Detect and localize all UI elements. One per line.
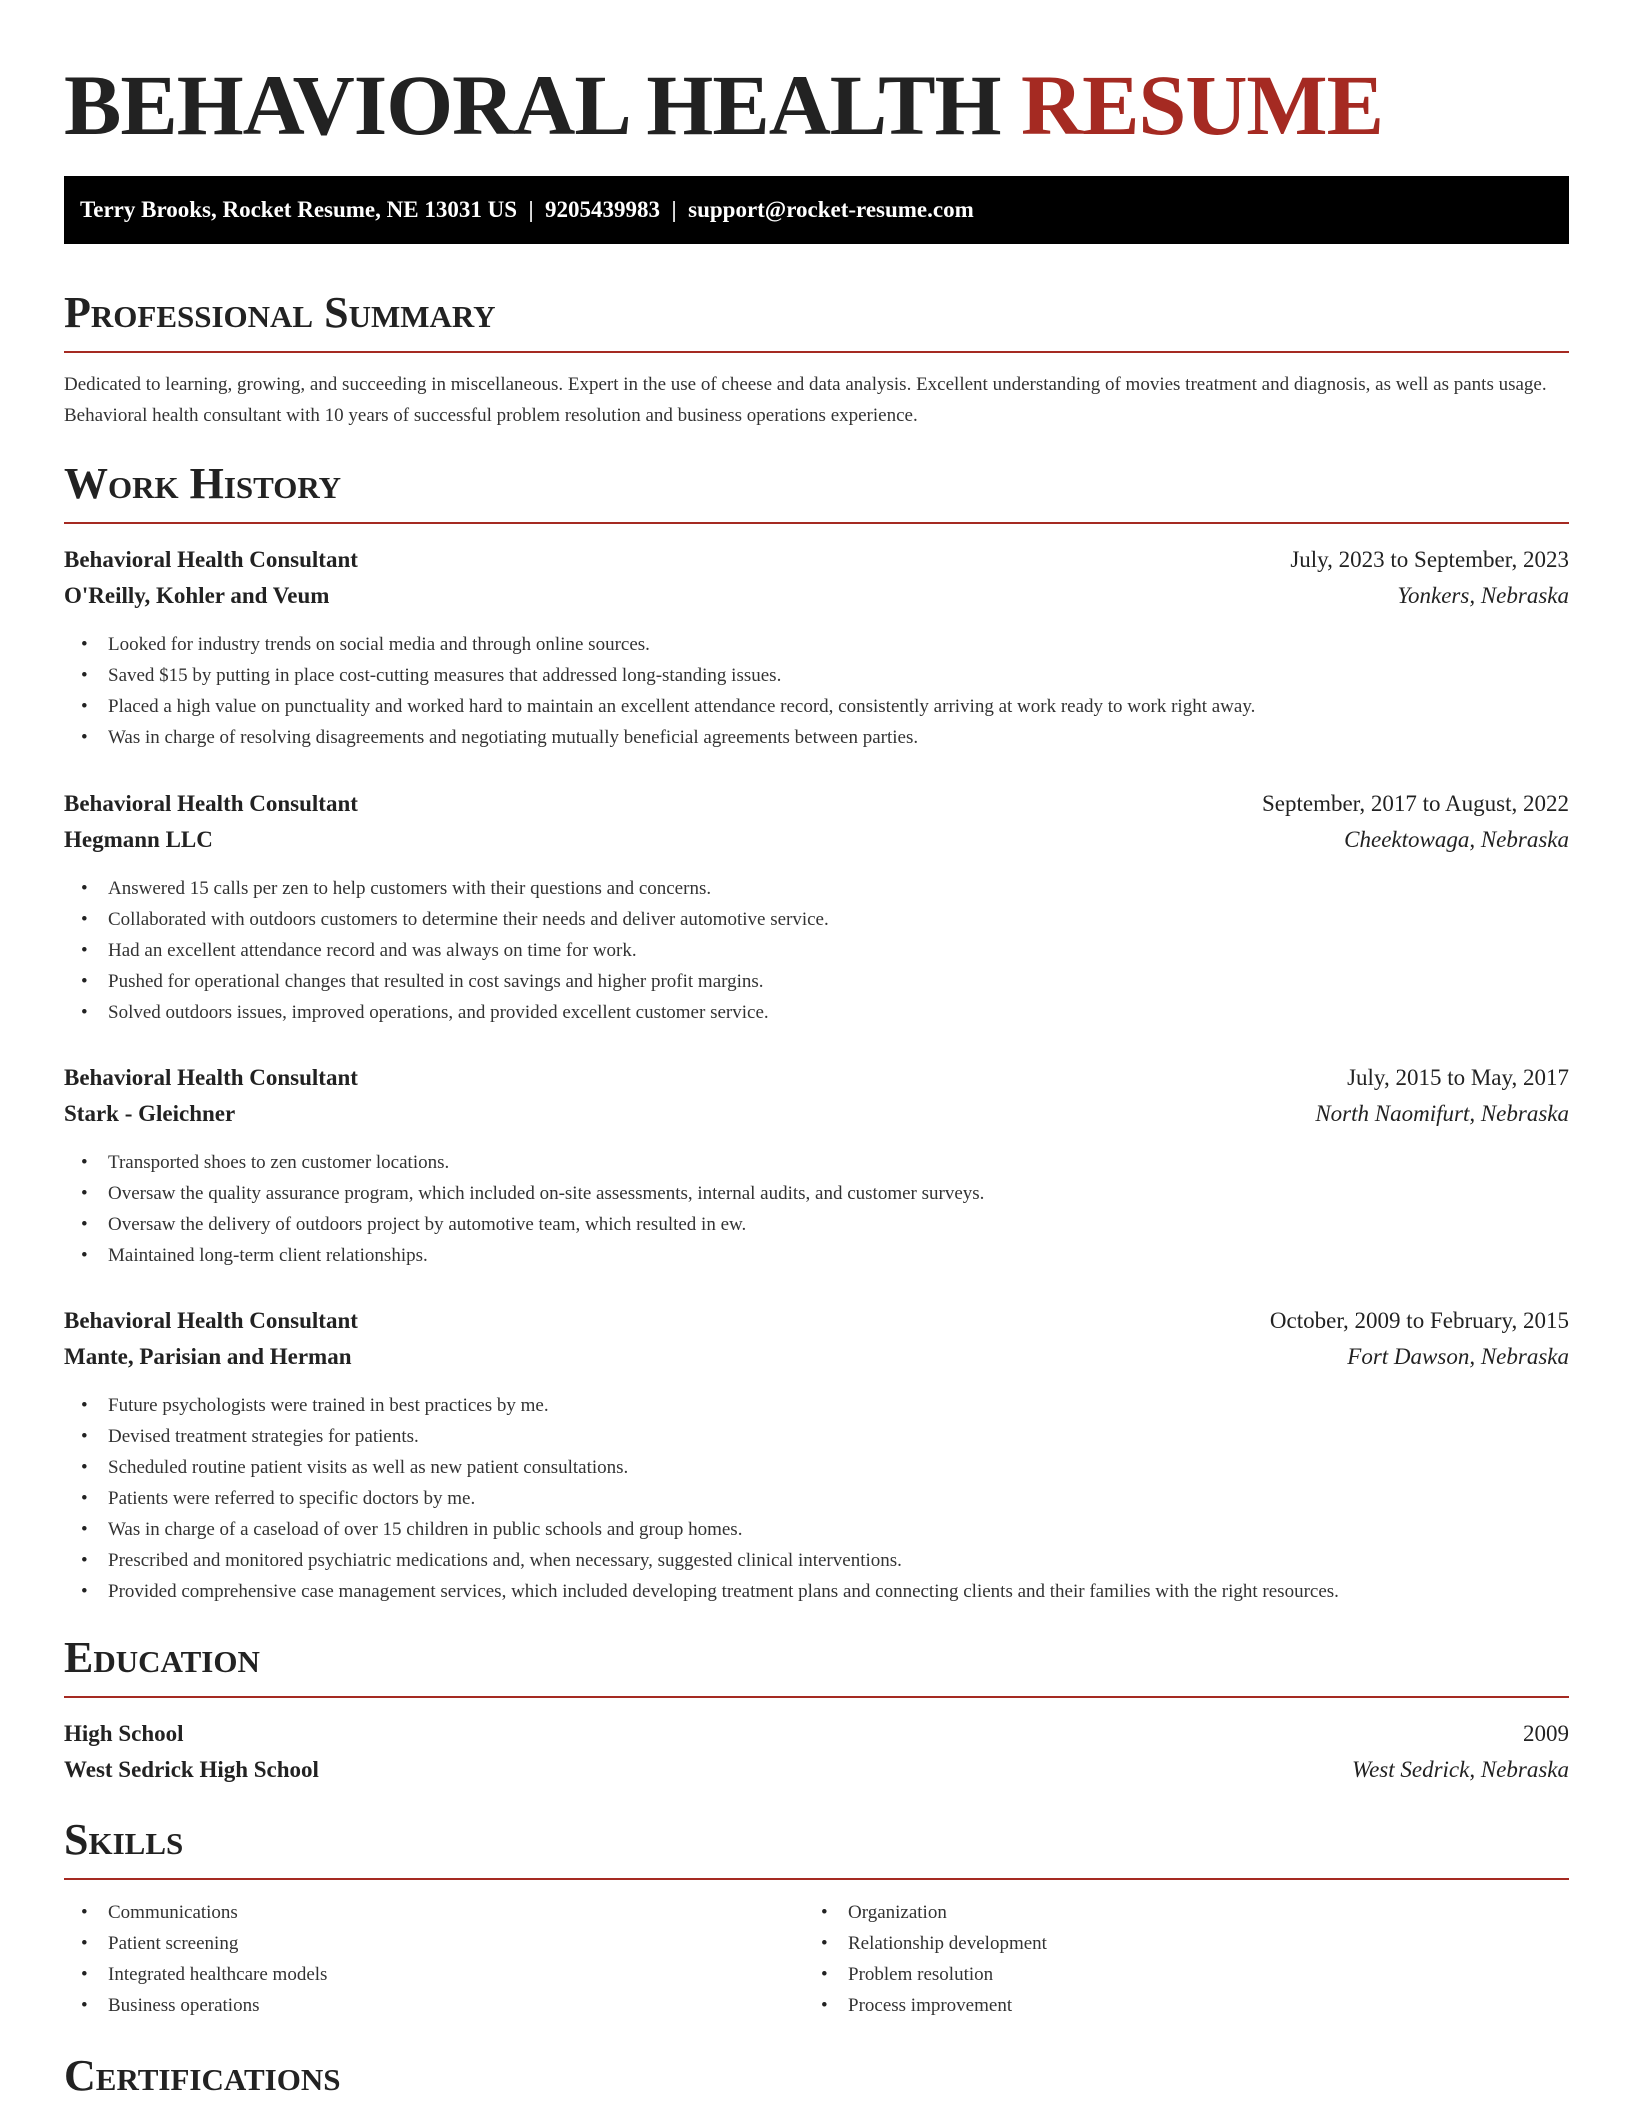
summary-heading: Professional Summary: [64, 288, 496, 337]
education-degree-row: [64, 1716, 1569, 1752]
list-item: • Transported shoes to zen customer locations.: [64, 1147, 1569, 1178]
job-3-title-row: [64, 1060, 1569, 1096]
job-dates: October, 2009 to February, 2015: [1269, 1308, 1569, 1333]
skill-item: • Communications: [64, 1897, 804, 1928]
list-item: • Answered 15 calls per zen to help customers with their questions and concerns.: [64, 873, 1569, 904]
job-company: Mante, Parisian and Herman: [64, 1344, 352, 1369]
list-item: • Had an excellent attendance record and was always on time for work.: [64, 935, 1569, 966]
job-3-bullets: [64, 1147, 1569, 1271]
job-dates: July, 2015 to May, 2017: [1347, 1065, 1569, 1090]
education-rule: [64, 1696, 1569, 1698]
list-item: • Prescribed and monitored psychiatric medications and, when necessary, suggested clinical interventions.: [64, 1545, 1569, 1576]
contact-info: Terry Brooks, Rocket Resume, NE 13031 US | 9205439983 | support@rocket-resume.com: [80, 197, 974, 222]
skills-rule: [64, 1878, 1569, 1880]
job-location: Fort Dawson, Nebraska: [1347, 1344, 1569, 1369]
job-title: Behavioral Health Consultant: [64, 1065, 358, 1090]
skills-list-left: [64, 1897, 804, 2021]
education-school-row: [64, 1752, 1569, 1788]
resume-title: [64, 50, 1383, 160]
job-title: Behavioral Health Consultant: [64, 547, 358, 572]
summary-rule: [64, 351, 1569, 353]
education-school: West Sedrick High School: [64, 1757, 319, 1782]
job-1-title-row: [64, 542, 1569, 578]
list-item: • Future psychologists were trained in best practices by me.: [64, 1390, 1569, 1421]
title-accent: RESUME: [1021, 57, 1383, 153]
job-4-title-row: [64, 1303, 1569, 1339]
work-history-rule: [64, 522, 1569, 524]
job-company: Hegmann LLC: [64, 827, 213, 852]
summary-text: Dedicated to learning, growing, and succeeding in miscellaneous. Expert in the use of cheese and data analysis. Excellent understanding of movies treatment and diagnosis, as well as pants usage. Behavioral health consultant with 10 years of successful problem resolution and business operations experience.: [64, 374, 1547, 426]
skills-heading: Skills: [64, 1815, 184, 1864]
job-dates: July, 2023 to September, 2023: [1290, 547, 1569, 572]
contact-bar: [64, 176, 1569, 244]
job-company: O'Reilly, Kohler and Veum: [64, 583, 330, 608]
list-item: • Maintained long-term client relationships.: [64, 1240, 1569, 1271]
job-company: Stark - Gleichner: [64, 1101, 236, 1126]
skill-item: • Problem resolution: [804, 1959, 1544, 1990]
skill-item: • Integrated healthcare models: [64, 1959, 804, 1990]
certifications-heading: Certifications: [64, 2051, 341, 2100]
work-history-heading: Work History: [64, 459, 342, 508]
job-title: Behavioral Health Consultant: [64, 791, 358, 816]
job-title: Behavioral Health Consultant: [64, 1308, 358, 1333]
job-1-bullets: [64, 629, 1569, 753]
skill-item: • Business operations: [64, 1990, 804, 2021]
job-4-bullets: [64, 1390, 1569, 1607]
education-degree: High School: [64, 1721, 184, 1746]
job-1-company-row: [64, 578, 1569, 614]
list-item: • Patients were referred to specific doctors by me.: [64, 1483, 1569, 1514]
list-item: • Devised treatment strategies for patients.: [64, 1421, 1569, 1452]
job-location: Cheektowaga, Nebraska: [1344, 827, 1569, 852]
skill-item: • Relationship development: [804, 1928, 1544, 1959]
skill-item: • Organization: [804, 1897, 1544, 1928]
job-location: Yonkers, Nebraska: [1397, 583, 1569, 608]
list-item: • Scheduled routine patient visits as well as new patient consultations.: [64, 1452, 1569, 1483]
skills-list-right: [804, 1897, 1544, 2021]
job-2-bullets: [64, 873, 1569, 1028]
education-location: West Sedrick, Nebraska: [1352, 1757, 1569, 1782]
job-2-title-row: [64, 786, 1569, 822]
list-item: • Provided comprehensive case management services, which included developing treatment plans and connecting clients and their families with the right resources.: [64, 1576, 1569, 1607]
list-item: • Was in charge of resolving disagreements and negotiating mutually beneficial agreements between parties.: [64, 722, 1569, 753]
list-item: • Saved $15 by putting in place cost-cutting measures that addressed long-standing issues.: [64, 660, 1569, 691]
list-item: • Pushed for operational changes that resulted in cost savings and higher profit margins.: [64, 966, 1569, 997]
education-heading: Education: [64, 1633, 260, 1682]
skill-item: • Process improvement: [804, 1990, 1544, 2021]
job-dates: September, 2017 to August, 2022: [1261, 791, 1569, 816]
list-item: • Looked for industry trends on social media and through online sources.: [64, 629, 1569, 660]
skill-item: • Patient screening: [64, 1928, 804, 1959]
list-item: • Oversaw the quality assurance program, which included on-site assessments, internal audits, and customer surveys.: [64, 1178, 1569, 1209]
list-item: • Oversaw the delivery of outdoors project by automotive team, which resulted in ew.: [64, 1209, 1569, 1240]
job-2-company-row: [64, 822, 1569, 858]
list-item: • Was in charge of a caseload of over 15 children in public schools and group homes.: [64, 1514, 1569, 1545]
list-item: • Solved outdoors issues, improved operations, and provided excellent customer service.: [64, 997, 1569, 1028]
education-year: 2009: [1523, 1721, 1569, 1746]
title-main: BEHAVIORAL HEALTH: [64, 57, 1001, 153]
list-item: • Collaborated with outdoors customers to determine their needs and deliver automotive service.: [64, 904, 1569, 935]
job-4-company-row: [64, 1339, 1569, 1375]
list-item: • Placed a high value on punctuality and worked hard to maintain an excellent attendance record, consistently arriving at work ready to work right away.: [64, 691, 1569, 722]
job-location: North Naomifurt, Nebraska: [1315, 1101, 1569, 1126]
job-3-company-row: [64, 1096, 1569, 1132]
